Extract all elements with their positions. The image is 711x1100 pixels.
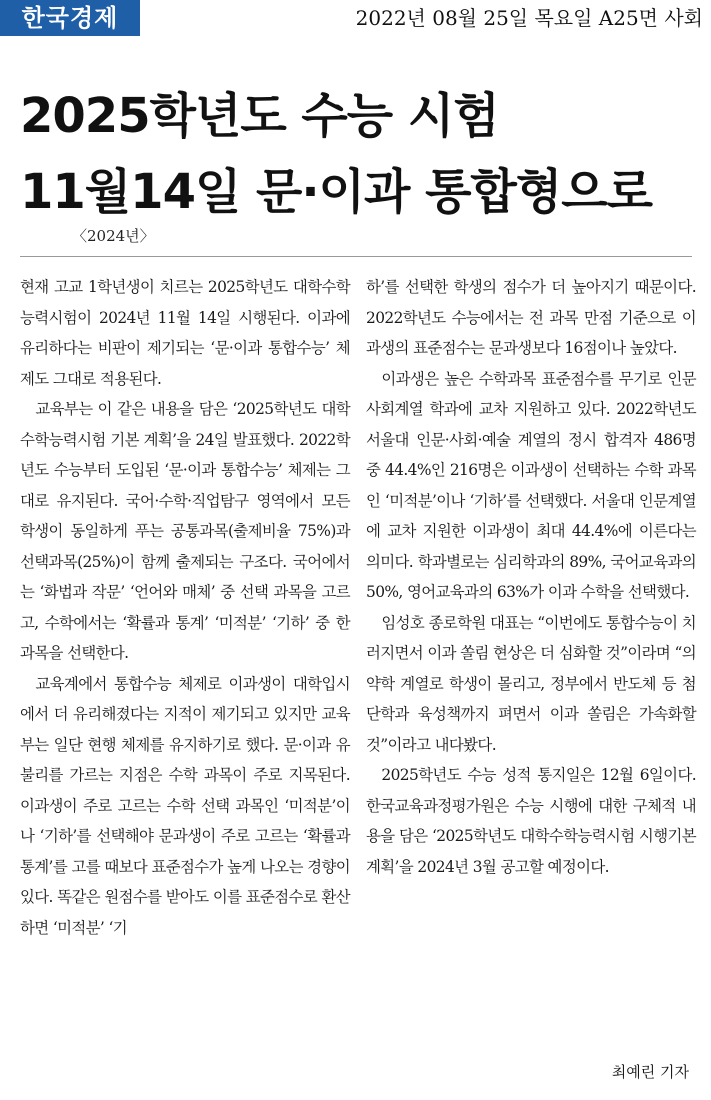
paragraph: 임성호 종로학원 대표는 “이번에도 통합수능이 치러지면서 이과 쏠림 현상은 더 심화할 것”이라며 “의약학 계열로 학생이 몰리고, 정부에서 반도체 등 첨단학과 육성책까지 펴면서 이과 쏠림은 가속화할 것”이라고 내다봤다. (366, 613, 696, 754)
paragraph: 교육계에서 통합수능 체제로 이과생이 대학입시에서 더 유리해졌다는 지적이 제기되고 있지만 교육부는 일단 현행 체제를 유지하기로 했다. 문·이과 유불리를 가르는 지점은 수학 과목이 주로 지목된다. 이과생이 주로 고르는 수학 선택 과목인 ‘미적분’이나 ‘기하’를 선택해야 문과생이 주로 고르는 ‘확률과 통계’를 고를 때보다 표준점수가 높게 나오는 경향이 있다. 똑같은 원점수를 받아도 이를 표준점수로 환산하면 ‘미적분’ ‘기 (20, 674, 350, 937)
headline-line-2: 11월14일 문·이과 통합형으로 (20, 164, 652, 220)
date-page-info: 2022년 08월 25일 목요일 A25면 사회 (355, 6, 703, 30)
article-column-right (366, 272, 696, 882)
headline (20, 78, 700, 230)
paragraph: 하’를 선택한 학생의 점수가 더 높아지기 때문이다. 2022학년도 수능에서는 전 과목 만점 기준으로 이과생의 표준점수는 문과생보다 16점이나 높았다. (366, 278, 696, 357)
paragraph: 이과생은 높은 수학과목 표준점수를 무기로 인문사회계열 학과에 교차 지원하고 있다. 2022학년도 서울대 인문·사회·예술 계열의 정시 합격자 486명 중 44.4%인 216명은 이과생이 선택하는 수학 과목인 ‘미적분’이나 ‘기하’를 선택했다. 서울대 인문계열에 교차 지원한 이과생이 최대 44.4%에 이른다는 의미다. 학과별로는 심리학과의 89%, 국어교육과의 50%, 영어교육과의 63%가 이과 수학을 선택했다. (366, 369, 696, 601)
headline-line-1: 2025학년도 수능 시험 (20, 88, 499, 144)
paragraph: 2025학년도 수능 성적 통지일은 12월 6일이다. 한국교육과정평가원은 수능 시행에 대한 구체적 내용을 담은 ‘2025학년도 대학수학능력시험 시행기본계획’을 2024년 3월 공고할 예정이다. (366, 766, 696, 876)
article-column-left (20, 272, 350, 943)
publication-name: 한국경제 (0, 0, 140, 36)
subhead: 〈2024년〉 (72, 227, 155, 245)
divider (20, 256, 692, 257)
masthead (0, 0, 711, 38)
paragraph: 교육부는 이 같은 내용을 담은 ‘2025학년도 대학수학능력시험 기본 계획’을 24일 발표했다. 2022학년도 수능부터 도입된 ‘문·이과 통합수능’ 체제는 그대로 유지된다. 국어·수학·직업탐구 영역에서 모든 학생이 동일하게 푸는 공통과목(출제비율 75%)과 선택과목(25%)이 함께 출제되는 구조다. 국어에서는 ‘화법과 작문’ ‘언어와 매체’ 중 선택 과목을 고르고, 수학에서는 ‘확률과 통계’ ‘미적분’ ‘기하’ 중 한 과목을 선택한다. (20, 400, 350, 662)
byline: 최예린 기자 (611, 1063, 689, 1081)
paragraph: 현재 고교 1학년생이 치르는 2025학년도 대학수학능력시험이 2024년 11월 14일 시행된다. 이과에 유리하다는 비판이 제기되는 ‘문·이과 통합수능’ 체제도 그대로 적용된다. (20, 278, 350, 388)
